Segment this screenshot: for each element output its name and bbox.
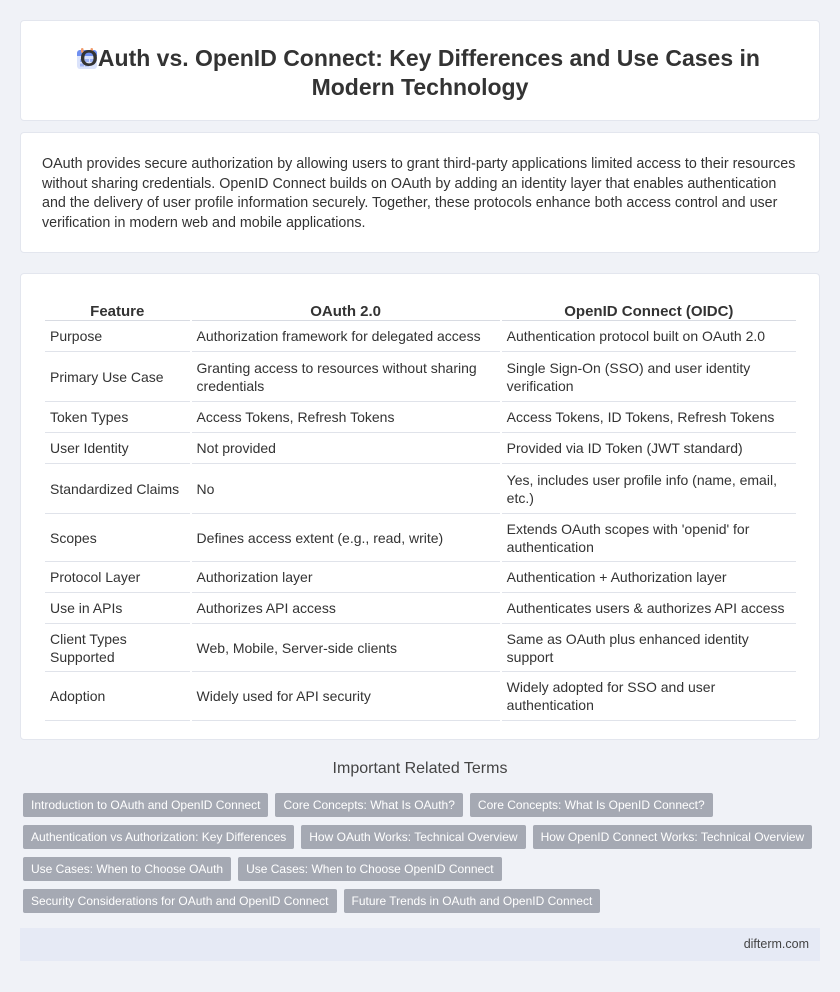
related-terms-title: Important Related Terms bbox=[332, 760, 508, 777]
row-feature: Token Types bbox=[45, 402, 190, 433]
table-row bbox=[45, 352, 796, 402]
related-term-tag[interactable]: Use Cases: When to Choose OpenID Connect bbox=[238, 857, 501, 881]
page-title bbox=[21, 44, 819, 102]
row-oidc: Provided via ID Token (JWT standard) bbox=[502, 433, 796, 464]
related-term-tag[interactable]: Authentication vs Authorization: Key Differences bbox=[23, 825, 294, 849]
comparison-table-card bbox=[20, 273, 820, 740]
table-row bbox=[45, 321, 796, 352]
row-feature: Purpose bbox=[45, 321, 190, 352]
row-feature: Standardized Claims bbox=[45, 464, 190, 514]
row-oauth: No bbox=[192, 464, 500, 514]
table-row bbox=[45, 464, 796, 514]
row-feature: Primary Use Case bbox=[45, 352, 190, 402]
page-title-line-2: Modern Technology bbox=[311, 74, 529, 100]
related-term-tag[interactable]: Core Concepts: What Is OpenID Connect? bbox=[470, 793, 713, 817]
row-oauth: Access Tokens, Refresh Tokens bbox=[192, 402, 500, 433]
row-oidc: Authentication + Authorization layer bbox=[502, 562, 796, 593]
row-oidc: Single Sign-On (SSO) and user identity verification bbox=[502, 352, 796, 402]
related-term-tag[interactable]: Security Considerations for OAuth and OpenID Connect bbox=[23, 889, 337, 913]
row-feature: Use in APIs bbox=[45, 593, 190, 624]
row-oidc: Yes, includes user profile info (name, email, etc.) bbox=[502, 464, 796, 514]
intro-paragraph: OAuth provides secure authorization by allowing users to grant third-party applications limited access to their resources without sharing credentials. OpenID Connect builds on OAuth by adding an identity layer that enables authentication and the delivery of user profile information securely. Together, these protocols enhance both access control and user verification in modern web and mobile applications. bbox=[42, 156, 796, 231]
related-term-tag[interactable]: How OAuth Works: Technical Overview bbox=[301, 825, 525, 849]
footer-site-name[interactable]: difterm.com bbox=[743, 937, 809, 951]
page-title-line-1: OAuth vs. OpenID Connect: Key Differences and Use Cases in bbox=[80, 45, 760, 71]
row-oauth: Web, Mobile, Server-side clients bbox=[192, 624, 500, 672]
table-row bbox=[45, 593, 796, 624]
row-oauth: Authorization layer bbox=[192, 562, 500, 593]
row-oauth: Widely used for API security bbox=[192, 672, 500, 721]
table-row bbox=[45, 402, 796, 433]
header-oidc: OpenID Connect (OIDC) bbox=[502, 294, 796, 321]
row-oauth: Granting access to resources without sharing credentials bbox=[192, 352, 500, 402]
table-header-row bbox=[45, 294, 796, 321]
row-feature: Scopes bbox=[45, 514, 190, 562]
header-card bbox=[20, 20, 820, 121]
header-oauth: OAuth 2.0 bbox=[192, 294, 500, 321]
row-oauth: Authorization framework for delegated access bbox=[192, 321, 500, 352]
intro-card bbox=[20, 132, 820, 253]
row-oidc: Access Tokens, ID Tokens, Refresh Tokens bbox=[502, 402, 796, 433]
header-feature: Feature bbox=[45, 294, 190, 321]
related-term-tag[interactable]: How OpenID Connect Works: Technical Overview bbox=[533, 825, 813, 849]
row-feature: Adoption bbox=[45, 672, 190, 721]
table-row bbox=[45, 514, 796, 562]
row-oidc: Authentication protocol built on OAuth 2.0 bbox=[502, 321, 796, 352]
table-row bbox=[45, 562, 796, 593]
related-term-tag[interactable]: Introduction to OAuth and OpenID Connect bbox=[23, 793, 268, 817]
row-oauth: Authorizes API access bbox=[192, 593, 500, 624]
row-feature: Client Types Supported bbox=[45, 624, 190, 672]
related-term-tag[interactable]: Future Trends in OAuth and OpenID Connect bbox=[344, 889, 601, 913]
table-row bbox=[45, 672, 796, 721]
related-term-tag[interactable]: Use Cases: When to Choose OAuth bbox=[23, 857, 231, 881]
table-row bbox=[45, 433, 796, 464]
row-oauth: Defines access extent (e.g., read, write) bbox=[192, 514, 500, 562]
row-oidc: Widely adopted for SSO and user authentication bbox=[502, 672, 796, 721]
row-oidc: Authenticates users & authorizes API access bbox=[502, 593, 796, 624]
row-feature: User Identity bbox=[45, 433, 190, 464]
related-terms-list bbox=[23, 793, 813, 913]
row-feature: Protocol Layer bbox=[45, 562, 190, 593]
row-oidc: Extends OAuth scopes with 'openid' for authentication bbox=[502, 514, 796, 562]
comparison-table bbox=[43, 294, 798, 721]
row-oauth: Not provided bbox=[192, 433, 500, 464]
table-row bbox=[45, 624, 796, 672]
footer bbox=[20, 928, 820, 961]
row-oidc: Same as OAuth plus enhanced identity support bbox=[502, 624, 796, 672]
related-term-tag[interactable]: Core Concepts: What Is OAuth? bbox=[275, 793, 462, 817]
